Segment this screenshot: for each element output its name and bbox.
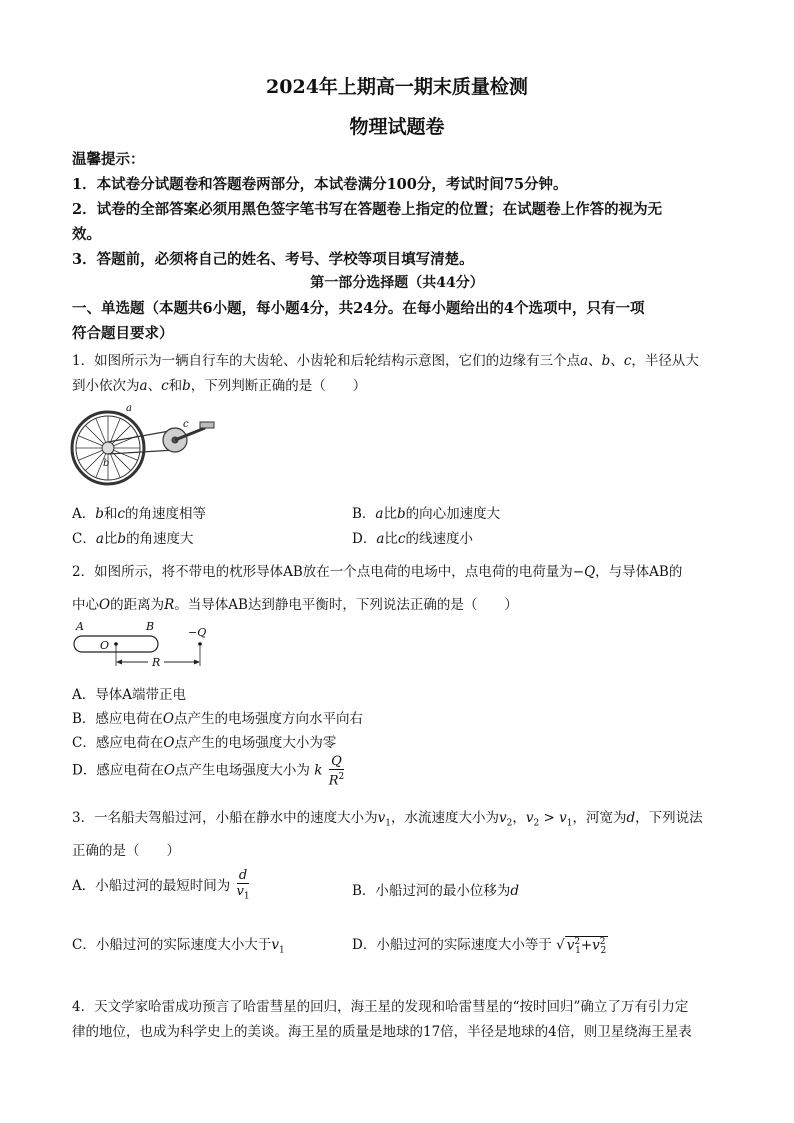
label-O: O — [100, 639, 110, 652]
q3-stem-line1: 3．一名船夫驾船过河，小船在静水中的速度大小为$v_1$，水流速度大小为$v_2$，$v_2 > v_1$，河宽为d，下列说法 — [72, 810, 703, 829]
q1-stem-line1: 1．如图所示为一辆自行车的大齿轮、小齿轮和后轮结构示意图，它们的边缘有三个点a、b、c，半径从大 — [72, 353, 699, 369]
sqrt-sign-icon: √ — [556, 937, 565, 953]
label-a: a — [126, 403, 132, 414]
q2-option-a: A．导体A端带正电 — [72, 687, 186, 703]
exam-title: 2024年上期高一期末质量检测 — [266, 76, 528, 98]
label-R: R — [152, 656, 161, 669]
bicycle-gear-figure — [70, 400, 220, 490]
q2-option-d: D．感应电荷在O点产生电场强度大小为 k $\frac{Q}{R^2}$ — [72, 754, 345, 789]
exam-subtitle: 物理试题卷 — [349, 116, 445, 138]
point-charge — [198, 642, 202, 646]
q1-stem-line2: 到小依次为a、c和b，下列判断正确的是（ ） — [72, 378, 367, 394]
q3-option-b: B．小船过河的最小位移为d — [352, 883, 520, 899]
part1-heading: 第一部分选择题（共44分） — [310, 275, 484, 291]
label-B: B — [146, 620, 155, 633]
label-c: c — [183, 419, 189, 430]
notice-item-1: 1．本试卷分试题卷和答题卷两部分，本试卷满分100分，考试时间75分钟。 — [72, 176, 568, 193]
q3-option-c: C．小船过河的实际速度大小大于$v_1$ — [72, 937, 285, 956]
q2-option-b: B．感应电荷在O点产生的电场强度方向水平向右 — [72, 711, 363, 727]
fraction-q-over-r2: $\frac{Q}{R^2}$ — [328, 754, 345, 789]
notice-item-2: 2．试卷的全部答案必须用黑色签字笔书写在答题卷上指定的位置；在试题卷上作答的视为无 — [72, 201, 663, 218]
q1-option-d: D．a比c的线速度小 — [352, 531, 473, 547]
q3-stem-line2: 正确的是（ ） — [72, 843, 180, 859]
q1-option-c: C．a比b的角速度大 — [72, 531, 194, 547]
notice-heading: 温馨提示： — [72, 151, 145, 168]
q3-option-d: D．小船过河的实际速度大小等于 √ $v^2_1+v^2_2$ — [352, 936, 607, 956]
q4-stem-line2: 律的地位，也成为科学史上的美谈。海王星的质量是地球的17倍，半径是地球的4倍，则卫星绕海王星表 — [72, 1024, 692, 1040]
label-b: b — [103, 458, 110, 469]
notice-item-3: 3．答题前，必须将自己的姓名、考号、学校等项目填写清楚。 — [72, 251, 474, 268]
q2-stem-line1: 2．如图所示，将不带电的枕形导体AB放在一个点电荷的电场中，点电荷的电荷量为−Q，与导体AB的 — [72, 564, 683, 580]
q1-option-b: B．a比b的向心加速度大 — [352, 506, 501, 522]
rear-wheel — [72, 412, 144, 484]
q2-stem-line2: 中心O的距离为R。当导体AB达到静电平衡时，下列说法正确的是（ ） — [72, 597, 518, 613]
chain-and-sprocket — [108, 422, 214, 454]
fraction-d-over-v1: $\frac{d}{v_1}$ — [236, 868, 250, 902]
section-instructions-2: 符合题目要求） — [72, 325, 174, 342]
q3-option-a: A．小船过河的最短时间为 $\frac{d}{v_1}$ — [72, 868, 252, 905]
q1-option-a: A．b和c的角速度相等 — [72, 506, 206, 522]
sqrt-expression: $v^2_1+v^2_2$ — [566, 936, 607, 956]
conductor-figure — [70, 618, 220, 672]
label-negative-Q: −Q — [188, 626, 207, 639]
section-instructions-1: 一、单选题（本题共6小题，每小题4分，共24分。在每小题给出的4个选项中，只有一项 — [72, 300, 645, 317]
notice-item-2-cont: 效。 — [72, 226, 101, 243]
label-A: A — [76, 620, 84, 633]
q2-option-c: C．感应电荷在O点产生的电场强度大小为零 — [72, 735, 337, 751]
q4-stem-line1: 4．天文学家哈雷成功预言了哈雷彗星的回归，海王星的发现和哈雷彗星的“按时回归”确立了万有引力定 — [72, 999, 689, 1015]
